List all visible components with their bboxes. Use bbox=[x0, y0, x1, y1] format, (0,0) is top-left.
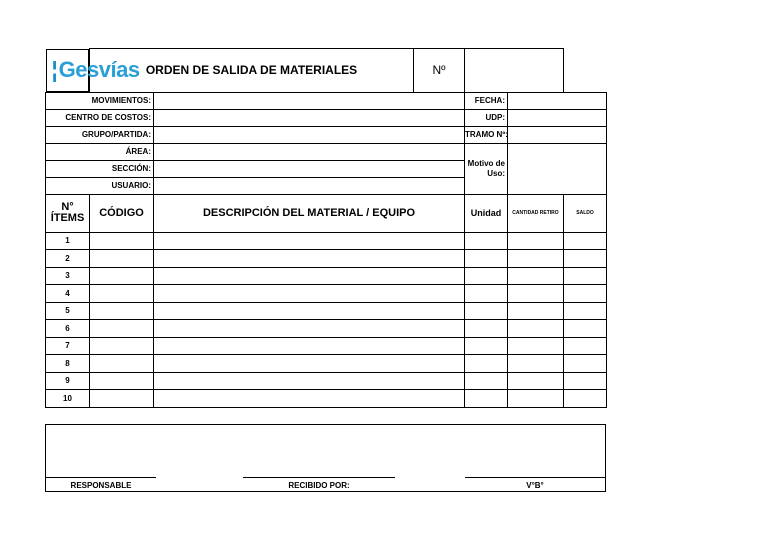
number-label: Nº bbox=[414, 49, 465, 93]
label-area: ÁREA: bbox=[46, 143, 154, 160]
column-unidad: Unidad bbox=[465, 194, 508, 232]
table-row bbox=[46, 372, 607, 390]
cell-descripcion[interactable] bbox=[154, 390, 465, 408]
cell-saldo[interactable] bbox=[564, 232, 607, 250]
cell-cantidad[interactable] bbox=[508, 390, 564, 408]
label-tramo: TRAMO Nº: bbox=[465, 126, 508, 143]
label-motivo: Motivo de Uso: bbox=[465, 143, 508, 194]
label-movimientos: MOVIMIENTOS: bbox=[46, 92, 154, 109]
cell-unidad[interactable] bbox=[465, 267, 508, 285]
item-number: 9 bbox=[46, 372, 90, 390]
item-number: 2 bbox=[46, 250, 90, 268]
cell-saldo[interactable] bbox=[564, 355, 607, 373]
cell-unidad[interactable] bbox=[465, 355, 508, 373]
signature-label-responsable: RESPONSABLE bbox=[70, 481, 132, 490]
cell-unidad[interactable] bbox=[465, 390, 508, 408]
cell-saldo[interactable] bbox=[564, 337, 607, 355]
cell-codigo[interactable] bbox=[90, 320, 154, 338]
cell-cantidad[interactable] bbox=[508, 372, 564, 390]
field-area[interactable] bbox=[154, 143, 465, 160]
cell-codigo[interactable] bbox=[90, 232, 154, 250]
cell-descripcion[interactable] bbox=[154, 285, 465, 303]
field-udp[interactable] bbox=[508, 109, 607, 126]
table-row bbox=[46, 232, 607, 250]
form-title: ORDEN DE SALIDA DE MATERIALES bbox=[90, 49, 414, 93]
table-row bbox=[46, 355, 607, 373]
cell-codigo[interactable] bbox=[90, 250, 154, 268]
field-centro-costos[interactable] bbox=[154, 109, 465, 126]
material-order-form bbox=[45, 48, 607, 408]
cell-saldo[interactable] bbox=[564, 320, 607, 338]
cell-cantidad[interactable] bbox=[508, 232, 564, 250]
cell-unidad[interactable] bbox=[465, 250, 508, 268]
cell-codigo[interactable] bbox=[90, 372, 154, 390]
item-number: 10 bbox=[46, 390, 90, 408]
column-cantidad: CANTIDAD RETIRO bbox=[508, 194, 564, 232]
cell-unidad[interactable] bbox=[465, 320, 508, 338]
column-items: N° ÍTEMS bbox=[46, 194, 90, 232]
cell-unidad[interactable] bbox=[465, 232, 508, 250]
column-codigo: CÓDIGO bbox=[90, 194, 154, 232]
cell-descripcion[interactable] bbox=[154, 372, 465, 390]
field-motivo[interactable] bbox=[508, 143, 607, 194]
column-descripcion: DESCRIPCIÓN DEL MATERIAL / EQUIPO bbox=[154, 194, 465, 232]
item-number: 7 bbox=[46, 337, 90, 355]
label-grupo-partida: GRUPO/PARTIDA: bbox=[46, 126, 154, 143]
cell-descripcion[interactable] bbox=[154, 337, 465, 355]
cell-cantidad[interactable] bbox=[508, 285, 564, 303]
logo-mark-icon: ¦ bbox=[51, 57, 58, 82]
item-number: 1 bbox=[46, 232, 90, 250]
label-udp: UDP: bbox=[465, 109, 508, 126]
cell-codigo[interactable] bbox=[90, 390, 154, 408]
table-row bbox=[46, 337, 607, 355]
label-seccion: SECCIÓN: bbox=[46, 160, 154, 177]
signature-line-recibido bbox=[243, 477, 395, 478]
cell-cantidad[interactable] bbox=[508, 302, 564, 320]
cell-saldo[interactable] bbox=[564, 390, 607, 408]
cell-descripcion[interactable] bbox=[154, 250, 465, 268]
signature-label-vb: V°B° bbox=[526, 481, 544, 490]
cell-saldo[interactable] bbox=[564, 250, 607, 268]
label-usuario: USUARIO: bbox=[46, 177, 154, 194]
cell-cantidad[interactable] bbox=[508, 337, 564, 355]
cell-descripcion[interactable] bbox=[154, 267, 465, 285]
field-grupo-partida[interactable] bbox=[154, 126, 465, 143]
field-seccion[interactable] bbox=[154, 160, 465, 177]
table-row bbox=[46, 320, 607, 338]
cell-cantidad[interactable] bbox=[508, 355, 564, 373]
cell-saldo[interactable] bbox=[564, 267, 607, 285]
table-row bbox=[46, 390, 607, 408]
cell-saldo[interactable] bbox=[564, 285, 607, 303]
table-row bbox=[46, 250, 607, 268]
cell-unidad[interactable] bbox=[465, 372, 508, 390]
number-field[interactable] bbox=[465, 49, 564, 93]
cell-unidad[interactable] bbox=[465, 285, 508, 303]
item-number: 5 bbox=[46, 302, 90, 320]
cell-codigo[interactable] bbox=[90, 267, 154, 285]
table-row bbox=[46, 285, 607, 303]
table-row bbox=[46, 267, 607, 285]
cell-saldo[interactable] bbox=[564, 302, 607, 320]
field-tramo[interactable] bbox=[508, 126, 607, 143]
cell-descripcion[interactable] bbox=[154, 302, 465, 320]
field-fecha[interactable] bbox=[508, 92, 607, 109]
item-number: 8 bbox=[46, 355, 90, 373]
item-number: 4 bbox=[46, 285, 90, 303]
cell-codigo[interactable] bbox=[90, 337, 154, 355]
cell-descripcion[interactable] bbox=[154, 232, 465, 250]
cell-cantidad[interactable] bbox=[508, 250, 564, 268]
signature-label-recibido: RECIBIDO POR: bbox=[288, 481, 350, 490]
column-saldo: SALDO bbox=[564, 194, 607, 232]
cell-unidad[interactable] bbox=[465, 337, 508, 355]
signature-box bbox=[45, 424, 606, 492]
cell-descripcion[interactable] bbox=[154, 355, 465, 373]
field-movimientos[interactable] bbox=[154, 92, 465, 109]
cell-cantidad[interactable] bbox=[508, 267, 564, 285]
logo bbox=[46, 49, 140, 92]
signature-line-vb bbox=[465, 477, 605, 478]
cell-codigo[interactable] bbox=[90, 355, 154, 373]
item-number: 6 bbox=[46, 320, 90, 338]
item-number: 3 bbox=[46, 267, 90, 285]
cell-descripcion[interactable] bbox=[154, 320, 465, 338]
cell-unidad[interactable] bbox=[465, 302, 508, 320]
logo-text: Gesvías bbox=[58, 57, 140, 82]
cell-codigo[interactable] bbox=[90, 302, 154, 320]
field-usuario[interactable] bbox=[154, 177, 465, 194]
label-centro-costos: CENTRO DE COSTOS: bbox=[46, 109, 154, 126]
cell-codigo[interactable] bbox=[90, 285, 154, 303]
signature-line-responsable bbox=[46, 477, 156, 478]
label-fecha: FECHA: bbox=[465, 92, 508, 109]
cell-saldo[interactable] bbox=[564, 372, 607, 390]
table-row bbox=[46, 302, 607, 320]
cell-cantidad[interactable] bbox=[508, 320, 564, 338]
